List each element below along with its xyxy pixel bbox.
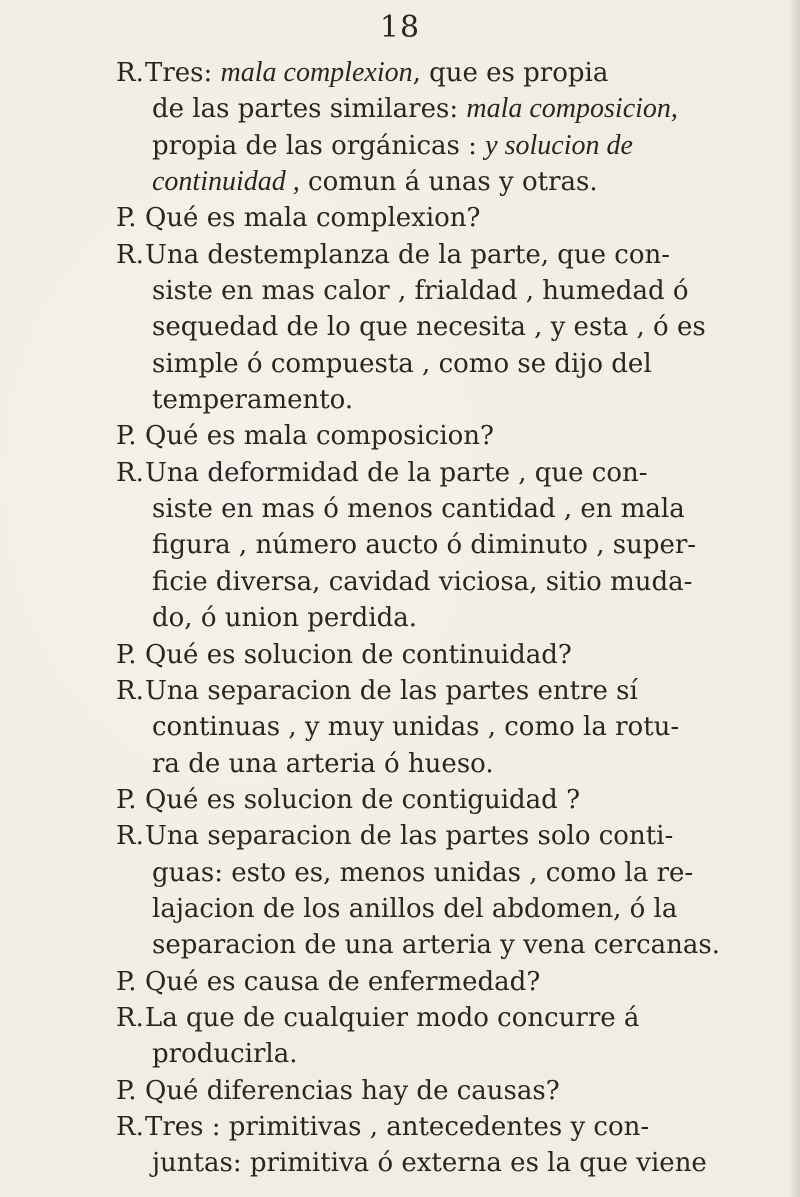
- line-body: [145, 200, 480, 236]
- text-line: [0, 600, 800, 636]
- line-text: Tres:: [145, 58, 221, 88]
- text-line: [0, 455, 800, 491]
- line-text: separacion de una arteria y vena cercanas.: [152, 930, 721, 961]
- text-line: [0, 564, 800, 600]
- italic-term: continuidad ,: [152, 166, 300, 198]
- line-text: producirla.: [152, 1039, 298, 1070]
- text-line: [0, 418, 800, 454]
- line-body: [145, 55, 608, 91]
- line-body: [145, 782, 580, 818]
- line-body: [152, 1145, 707, 1181]
- text-line: [0, 55, 800, 91]
- text-line: [0, 527, 800, 563]
- line-body: [152, 382, 353, 418]
- text-line: [0, 237, 800, 273]
- italic-term: mala complexion: [220, 57, 413, 88]
- line-text: continuas , y muy unidas , como la rotu-: [152, 712, 680, 743]
- text-line: [0, 128, 800, 164]
- answer-marker: R.: [116, 58, 144, 88]
- line-body: [152, 746, 494, 782]
- line-body: [145, 1000, 639, 1036]
- line-body: [152, 927, 720, 963]
- line-text: juntas: primitiva ó externa es la que viene: [152, 1148, 707, 1179]
- line-body: [145, 964, 540, 1000]
- line-text: Una separacion de las partes entre sí: [145, 675, 638, 706]
- line-body: [152, 1036, 298, 1072]
- text-line: [0, 818, 800, 854]
- line-text-after: , que es propia: [412, 58, 609, 88]
- line-text-after: comun á unas y otras.: [299, 167, 598, 198]
- line-text: Qué diferencias hay de causas?: [145, 1075, 560, 1106]
- line-text: simple ó compuesta , como se dijo del: [152, 348, 652, 379]
- text-line: [0, 927, 800, 963]
- line-text: figura , número aucto ó diminuto , super-: [152, 530, 697, 561]
- text-line: [0, 746, 800, 782]
- line-body: [152, 891, 677, 927]
- text-line: [0, 1036, 800, 1072]
- line-body: [152, 91, 678, 127]
- answer-marker: R.: [116, 1002, 144, 1033]
- question-marker: P.: [116, 1075, 137, 1106]
- line-text: temperamento.: [152, 385, 354, 416]
- line-body: [152, 527, 696, 563]
- answer-marker: R.: [116, 1111, 144, 1142]
- text-line: [0, 782, 800, 818]
- line-body: [145, 418, 494, 454]
- question-marker: P.: [116, 421, 137, 452]
- answer-marker: R.: [116, 457, 144, 488]
- italic-term: y solucion de: [485, 129, 633, 161]
- line-text: Qué es causa de enfermedad?: [145, 966, 541, 997]
- text-line: [0, 164, 800, 200]
- line-body: [145, 1109, 649, 1145]
- line-body: [152, 128, 633, 164]
- text-line: [0, 200, 800, 236]
- line-text: lajacion de los anillos del abdomen, ó la: [152, 893, 678, 924]
- text-line: [0, 1109, 800, 1145]
- line-text: Tres : primitivas , antecedentes y con-: [145, 1111, 650, 1142]
- line-text: Una destemplanza de la parte, que con-: [145, 239, 671, 270]
- line-text: propia de las orgánicas :: [152, 130, 486, 161]
- question-marker: P.: [116, 639, 137, 670]
- line-text: ra de una arteria ó hueso.: [152, 748, 494, 779]
- line-body: [152, 309, 706, 345]
- line-text: siste en mas ó menos cantidad , en mala: [152, 494, 685, 525]
- answer-marker: R.: [116, 821, 144, 852]
- page-edge-shadow: [788, 0, 800, 1197]
- line-text: Qué es solucion de continuidad?: [145, 639, 572, 670]
- line-text: guas: esto es, menos unidas , como la re-: [152, 857, 694, 888]
- line-text: La que de cualquier modo concurre á: [145, 1002, 640, 1033]
- line-body: [152, 600, 417, 636]
- line-text: do, ó union perdida.: [152, 603, 418, 634]
- line-body: [152, 709, 679, 745]
- line-text: ficie diversa, cavidad viciosa, sitio muda-: [152, 566, 693, 597]
- line-body: [145, 455, 648, 491]
- text-line: [0, 273, 800, 309]
- question-marker: P.: [116, 966, 137, 997]
- question-marker: P.: [116, 784, 137, 815]
- answer-marker: R.: [116, 239, 144, 270]
- text-line: [0, 1145, 800, 1181]
- line-body: [145, 1073, 560, 1109]
- line-body: [145, 237, 670, 273]
- line-text: Una separacion de las partes solo conti-: [145, 821, 674, 852]
- text-line: [0, 382, 800, 418]
- text-line: [0, 637, 800, 673]
- line-text: Qué es mala composicion?: [145, 421, 494, 452]
- line-body: [152, 273, 689, 309]
- line-body: [152, 164, 598, 200]
- line-body: [152, 855, 693, 891]
- text-line: [0, 91, 800, 127]
- line-text: Qué es mala complexion?: [145, 203, 481, 234]
- line-body: [145, 637, 572, 673]
- text-line: [0, 709, 800, 745]
- text-line: [0, 891, 800, 927]
- text-line: [0, 309, 800, 345]
- line-text: siste en mas calor , frialdad , humedad ó: [152, 276, 689, 307]
- line-body: [152, 346, 652, 382]
- answer-marker: R.: [116, 675, 144, 706]
- line-text: Una deformidad de la parte , que con-: [145, 457, 648, 488]
- catechism-text: [0, 55, 800, 1182]
- text-line: [0, 964, 800, 1000]
- page-number: 18: [379, 10, 421, 45]
- italic-term: mala composicion,: [466, 93, 678, 125]
- line-text: Qué es solucion de contiguidad ?: [145, 784, 581, 815]
- text-line: [0, 346, 800, 382]
- text-line: [0, 1000, 800, 1036]
- line-body: [145, 673, 638, 709]
- question-marker: P.: [116, 203, 137, 234]
- line-body: [152, 491, 685, 527]
- line-body: [152, 564, 692, 600]
- text-line: [0, 1073, 800, 1109]
- line-body: [145, 818, 673, 854]
- line-text: de las partes similares:: [152, 94, 467, 125]
- line-text: sequedad de lo que necesita , y esta , ó es: [152, 312, 706, 343]
- text-line: [0, 855, 800, 891]
- text-line: [0, 491, 800, 527]
- text-line: [0, 673, 800, 709]
